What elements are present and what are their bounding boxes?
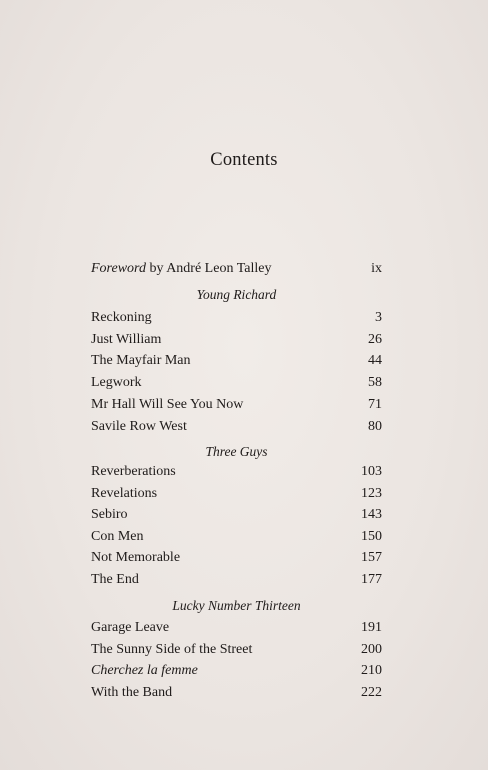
toc-page-number: 103 [361,464,382,479]
section-heading: Three Guys [205,444,268,459]
toc-page-number: ix [371,261,382,276]
toc-entry [91,350,382,372]
toc-title: The Sunny Side of the Street [91,642,253,657]
toc-title: With the Band [91,685,173,700]
toc-page-number: 58 [368,375,382,390]
toc-title: The Mayfair Man [91,353,191,368]
toc-entry [91,504,382,526]
section-heading: Lucky Number Thirteen [172,598,301,613]
toc-page-number: 150 [361,529,382,544]
toc-entry [91,547,382,569]
toc-title: Just William [91,332,162,347]
toc-entry [91,394,382,416]
toc-page-number: 177 [361,572,382,587]
toc-page-number: 44 [368,353,382,368]
toc-page-number: 26 [368,332,382,347]
toc-title: Legwork [91,375,142,390]
toc-page-number: 71 [368,397,382,412]
toc-title: Sebiro [91,507,128,522]
toc-entry [91,329,382,351]
toc-page-number: 80 [368,419,382,434]
toc-entry [91,526,382,548]
foreword-label-rest: by André Leon Talley [145,261,272,276]
toc-entry [91,569,382,591]
toc-page-number: 200 [361,642,382,657]
toc-page-number: 222 [361,685,382,700]
toc-page-number: 157 [361,550,382,565]
toc-entry [91,483,382,505]
toc-title: The End [91,572,139,587]
toc-entry [91,307,382,329]
toc-entry [91,682,382,704]
toc-page-number: 123 [361,486,382,501]
toc-page-number: 191 [361,620,382,635]
toc-title: Savile Row West [91,419,187,434]
toc-title: Mr Hall Will See You Now [91,397,244,412]
section-heading: Young Richard [196,287,277,302]
toc-title: Reckoning [91,310,152,325]
toc-entry-foreword [91,258,382,280]
toc-entry [91,461,382,483]
page-title: Contents [210,150,278,170]
toc-title: Not Memorable [91,550,181,565]
toc-title: Con Men [91,529,144,544]
toc-title: Revelations [91,486,158,501]
toc-entry [91,617,382,639]
toc-page-number: 210 [361,663,382,678]
toc-entry [91,372,382,394]
toc-entry [91,639,382,661]
toc-page-number: 143 [361,507,382,522]
toc-entry [91,660,382,682]
toc-title: Reverberations [91,464,176,479]
toc-title: Garage Leave [91,620,170,635]
toc-page-number: 3 [375,310,382,325]
toc-title: Cherchez la femme [91,663,198,678]
foreword-label-italic: Foreword [91,261,146,276]
toc-entry [91,416,382,438]
